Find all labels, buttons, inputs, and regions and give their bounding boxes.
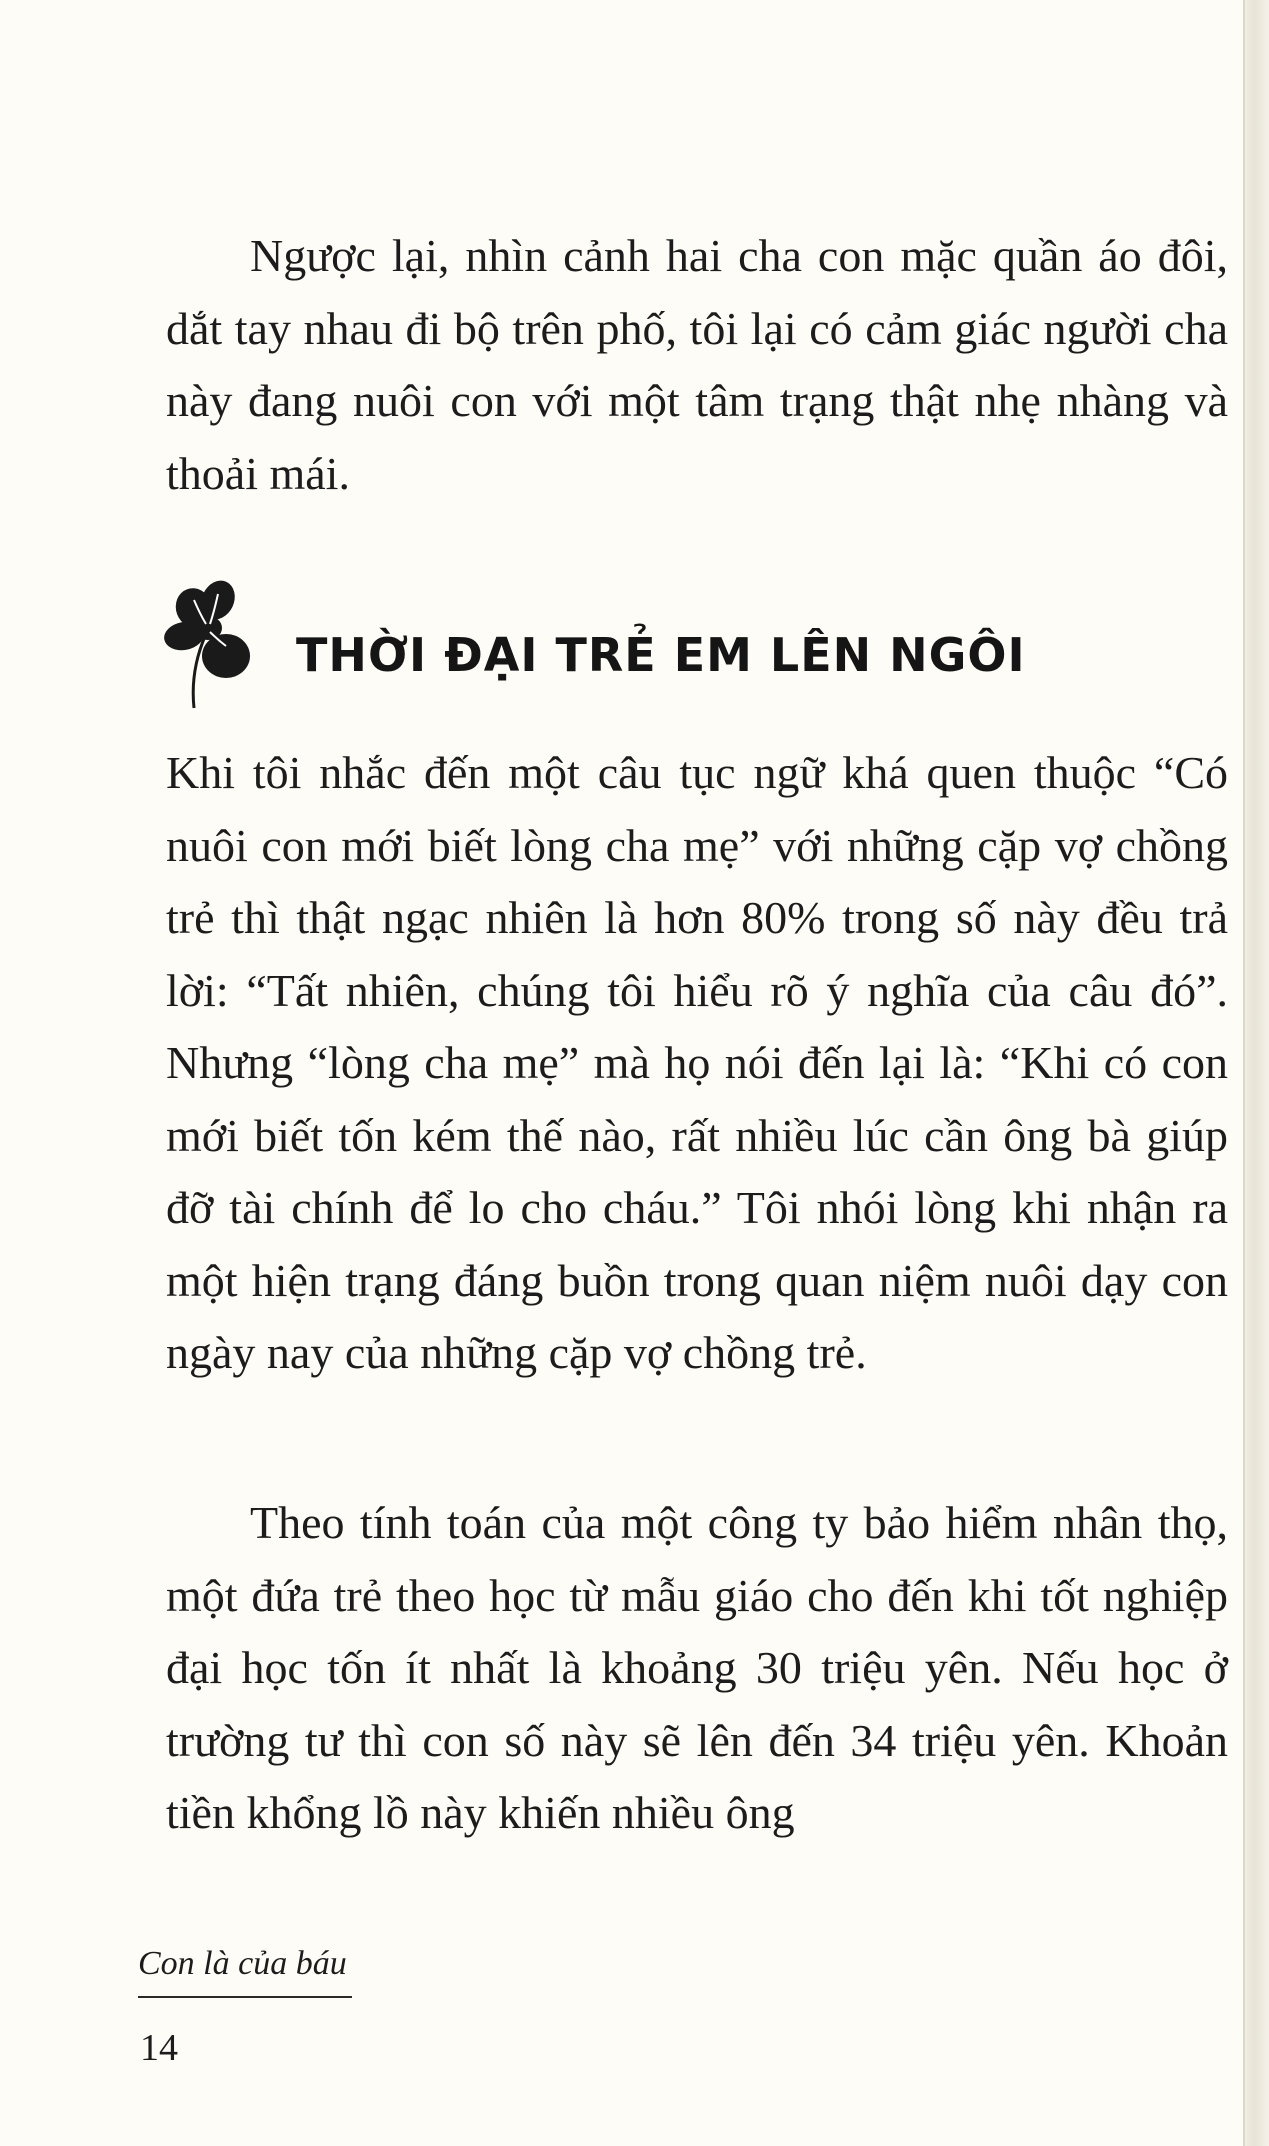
page-edge: [1243, 0, 1269, 2146]
paragraph-1: [166, 220, 1228, 510]
paragraph-1-text: Ngược lại, nhìn cảnh hai cha con mặc quần áo đôi, dắt tay nhau đi bộ trên phố, tôi lại có cảm giác người cha này đang nuôi con với một tâm trạng thật nhẹ nhàng và thoải mái.: [166, 230, 1228, 499]
page-edge-line: [1243, 0, 1245, 2146]
section-heading: [160, 570, 1160, 710]
paragraph-2-text: Khi tôi nhắc đến một câu tục ngữ khá quen thuộc “Có nuôi con mới biết lòng cha mẹ” với những cặp vợ chồng trẻ thì thật ngạc nhiên là hơn 80% trong số này đều trả lời: “Tất nhiên, chúng tôi hiểu rõ ý nghĩa của câu đó”. Nhưng “lòng cha mẹ” mà họ nói đến lại là: “Khi có con mới biết tốn kém thế nào, rất nhiều lúc cần ông bà giúp đỡ tài chính để lo cho cháu.” Tôi nhói lòng khi nhận ra một hiện trạng đáng buồn trong quan niệm nuôi dạy con ngày nay của những cặp vợ chồng trẻ.: [166, 747, 1228, 1378]
clover-icon: [160, 570, 280, 710]
paragraph-3-text: Theo tính toán của một công ty bảo hiểm nhân thọ, một đứa trẻ theo học từ mẫu giáo cho đến khi tốt nghiệp đại học tốn ít nhất là khoảng 30 triệu yên. Nếu học ở trường tư thì con số này sẽ lên đến 34 triệu yên. Khoản tiền khổng lồ này khiến nhiều ông: [166, 1497, 1228, 1838]
page-number: 14: [140, 2027, 178, 2069]
footer-rule: [138, 1996, 352, 1998]
heading-title: THỜI ĐẠI TRẺ EM LÊN NGÔI: [296, 628, 1026, 682]
paragraph-3: [166, 1487, 1228, 1850]
paragraph-2: [166, 737, 1228, 1390]
footer-book-title: Con là của báu: [138, 1945, 347, 1982]
